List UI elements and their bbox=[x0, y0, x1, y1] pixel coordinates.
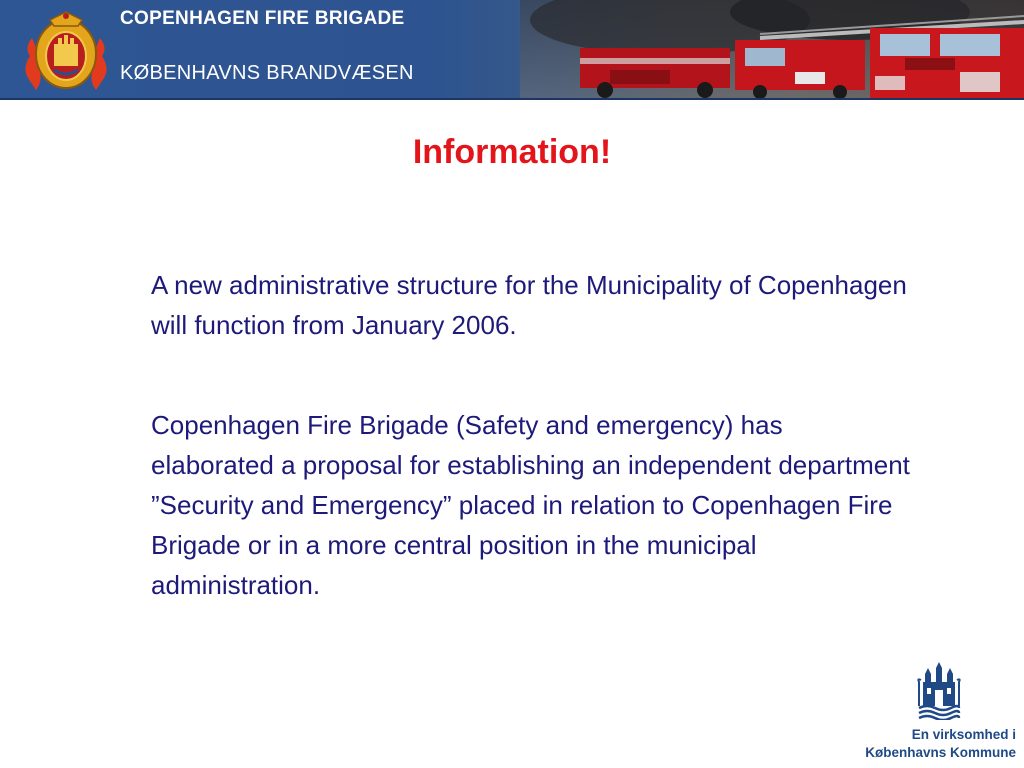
copenhagen-municipality-logo-icon bbox=[915, 662, 963, 720]
slide-title: Information! bbox=[412, 133, 612, 171]
fire-truck-photo bbox=[520, 0, 1024, 98]
header-banner bbox=[0, 0, 1024, 100]
municipality-caption-line1: En virksomhed i bbox=[911, 727, 1016, 742]
paragraph-proposal: Copenhagen Fire Brigade (Safety and emergency) has elaborated a proposal for establishing an independent department ”Security and Emergency” placed in relation to Copenhagen Fire Brigade or in a more central position in the municipal administration. bbox=[151, 410, 910, 600]
banner-divider bbox=[0, 98, 1024, 100]
brand-name-english: COPENHAGEN FIRE BRIGADE bbox=[120, 8, 405, 29]
paragraph-structure: A new administrative structure for the Municipality of Copenhagen will function from January 2006. bbox=[151, 270, 907, 340]
fire-brigade-crest-icon bbox=[20, 8, 112, 94]
municipality-caption-line2: Københavns Kommune bbox=[865, 745, 1016, 760]
brand-name-danish: KØBENHAVNS BRANDVÆSEN bbox=[120, 62, 414, 84]
municipality-caption bbox=[865, 726, 1016, 762]
